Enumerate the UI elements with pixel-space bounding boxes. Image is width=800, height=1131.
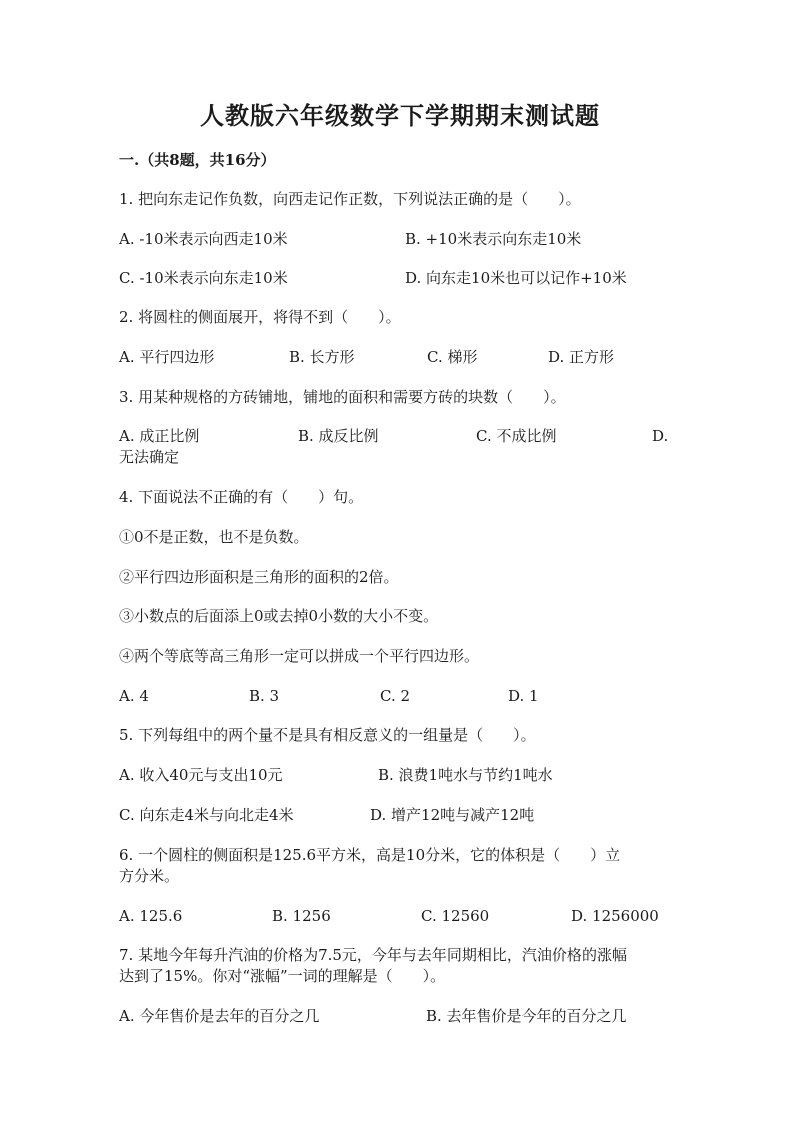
question-3-option-b: B. 成反比例 — [298, 427, 379, 445]
question-3-stem: 3. 用某种规格的方砖铺地，铺地的面积和需要方砖的块数（ ）。 — [119, 388, 566, 406]
question-1-option-c: C. -10米表示向东走10米 — [119, 269, 288, 287]
question-4-statement-3: ③小数点的后面添上0或去掉0小数的大小不变。 — [119, 607, 439, 625]
question-2-option-b: B. 长方形 — [289, 348, 355, 366]
question-5-stem: 5. 下列每组中的两个量不是具有相反意义的一组量是（ ）。 — [119, 726, 536, 744]
question-7-option-b: B. 去年售价是今年的百分之几 — [426, 1007, 627, 1025]
question-3-option-d-letter: D. — [652, 427, 669, 445]
section-heading: 一.（共8题，共16分） — [119, 151, 276, 169]
question-6-option-c: C. 12560 — [421, 907, 490, 925]
question-5-option-a: A. 收入40元与支出10元 — [119, 766, 283, 784]
question-3-option-d-text: 无法确定 — [119, 448, 180, 466]
question-5-option-b: B. 浪费1吨水与节约1吨水 — [378, 766, 553, 784]
question-4-option-d: D. 1 — [508, 687, 539, 705]
question-1-option-b: B. +10米表示向东走10米 — [405, 230, 582, 248]
question-1-option-a: A. -10米表示向西走10米 — [119, 230, 288, 248]
question-3-option-a: A. 成正比例 — [119, 427, 200, 445]
question-6-stem-line-1: 6. 一个圆柱的侧面积是125.6平方米，高是10分米，它的体积是（ ）立 — [119, 846, 621, 864]
question-4-option-a: A. 4 — [119, 687, 149, 705]
question-2-option-d: D. 正方形 — [548, 348, 615, 366]
question-2-stem: 2. 将圆柱的侧面展开，将得不到（ ）。 — [119, 308, 401, 326]
question-6-option-b: B. 1256 — [272, 907, 331, 925]
question-7-stem-line-1: 7. 某地今年每升汽油的价格为7.5元，今年与去年同期相比，汽油价格的涨幅 — [119, 946, 627, 964]
question-2-option-a: A. 平行四边形 — [119, 348, 215, 366]
question-3-option-c: C. 不成比例 — [476, 427, 557, 445]
question-1-option-d: D. 向东走10米也可以记作+10米 — [405, 269, 627, 287]
question-5-option-c: C. 向东走4米与向北走4米 — [119, 806, 294, 824]
question-6-option-a: A. 125.6 — [119, 907, 183, 925]
question-7-stem-line-2: 达到了15%。你对“涨幅”一词的理解是（ ）。 — [119, 967, 446, 985]
question-7-option-a: A. 今年售价是去年的百分之几 — [119, 1007, 320, 1025]
question-6-stem-line-2: 方分米。 — [119, 867, 180, 885]
question-2-option-c: C. 梯形 — [427, 348, 478, 366]
question-4-statement-1: ①0不是正数，也不是负数。 — [119, 528, 309, 546]
question-5-option-d: D. 增产12吨与减产12吨 — [370, 806, 535, 824]
question-4-option-b: B. 3 — [249, 687, 280, 705]
question-1-stem: 1. 把向东走记作负数，向西走记作正数，下列说法正确的是（ ）。 — [119, 190, 581, 208]
question-4-option-c: C. 2 — [380, 687, 411, 705]
question-4-stem: 4. 下面说法不正确的有（ ）句。 — [119, 488, 364, 506]
question-6-option-d: D. 1256000 — [571, 907, 659, 925]
page-title: 人教版六年级数学下学期期末测试题 — [200, 101, 600, 130]
question-4-statement-2: ②平行四边形面积是三角形的面积的2倍。 — [119, 568, 399, 586]
question-4-statement-4: ④两个等底等高三角形一定可以拼成一个平行四边形。 — [119, 647, 480, 665]
